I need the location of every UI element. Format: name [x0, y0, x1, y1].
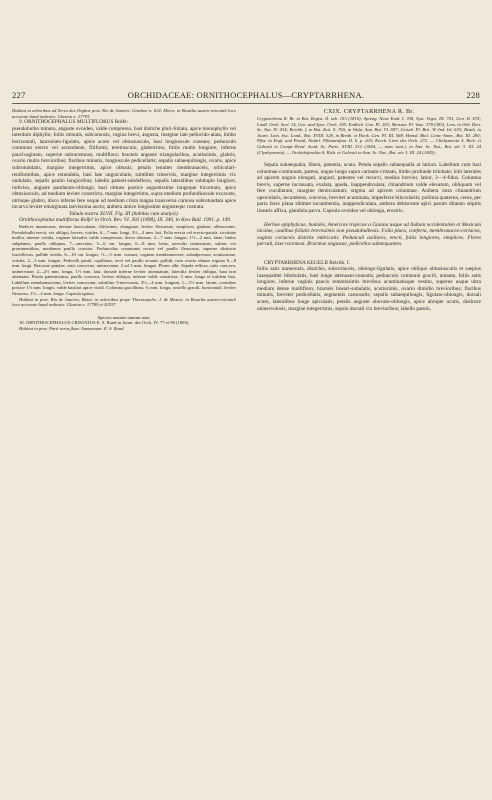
genus-heading: CXIX. CRYPTARRHENA R. Br. — [323, 108, 415, 115]
page-number-right: 228 — [466, 90, 480, 100]
genus-habit: Herbae epiphyticae, humiles, Americae tropicae a Guiana usque ad Indiam occidentalem et Mexicum incolae, caulibus foliatis brevissimis non pseudobulbosis. Folia plura, conferta, membranaceo-coriacea, vaginis coriaceis distiche imbricatis. Pedunculi axillares, erecti, foliis longiores, simplices. Flores parvuli, laxe racemosi. Bracteae angustae, pedicellos subaequantes. — [257, 221, 481, 248]
species-heading-kegelii: CRYPTARRHENA KEGELII Reichb. f. — [264, 259, 350, 266]
species-diagnosis-kegelii: foliis satis numerosis, distichis, subcoriaceis, oblongo-ligulatis, apice obliquo obtusiusculis et saepius inaequaliter bilobulatis, basi longe attenuato-cuneatis; pedunculo communi gracili, nutante, foliis satis longiore, inferne vaginis paucis remotissimis brevibus acuminatisque vestito, superne usque ultra medium dense multifloro; bracteis lineari-subulatis, acutissimis, ovario dimidio brevioribus; floribus minutis, breviter pedicellatis, segmentis carnosulis; sepalis subaequilongis, ligulato-oblongis, dorsali acuto, lateralibus longe apiculatis; petalis anguste obovato-oblongis, apice abrupte acutis, distincte uninervulosis, margine integerrimis, sepalo dorsali vix brevioribus; labello patulo, — [257, 266, 481, 312]
running-title: ORCHIDACEAE: ORNITHOCEPHALUS—CRYPTARRHENA. — [127, 90, 365, 100]
habitat-paragraph-2: Habitat in prov. Rio de Janeiro; Binot; in arboribus prope Theresopolis: J. de Moura; in Brasilia austro-orientali loco accurato haud indicato: Glaziou n. 17789 et 20537. — [12, 296, 236, 308]
genus-bibliography: Cryptarrhena R. Br. in Bot. Regist. II. tab. 153 (1816); Spreng. Neue Entd. I. 338, Syst. Veget. III. 741, Gen. II. 674; Lindl. Orch. Scel. 14, Gen. and Spec. Orch. 195; Endlich. Gen. Pl. 203; Meisner. Pl. Vasc. 378 (383); Lem. in Orb. Dict. Sc. Nat. IV. 434; Reichb. f. in Bot. Zeit. X. 765, in Walp. Ann. Bot. VI. 697; Griseb. Fl. Brit. W.-Ind. Isl. 633; Benth. in Journ. Linn. Soc. Lond., Bot. XVIII. 329, in Benth. et Hook. Gen. Pl. III. 568; Hemsl. Biol. Centr.-Amer., Bot. III. 290; Pfitz. in Engl. und Prantl, Natürl. Pflanzenfam. II. 6. p. 203; Kerch. Livre des Orch. 272. — Clinhymenia A. Rich. et Galeotti in Compt.-Rend. Acad. Sc. Paris. XVIII. 512 (1844, — nom. tant.), in Ann. Sc. Nat., Bot. sér. 3. III. 24 (Clynhymenia). — Orchidofunckia A. Rich. et Galeotti in Ann. Sc. Nat., Bot. sér. 3. III. 24 (1845). — [257, 116, 481, 155]
plate-reference: Tabula nostra XLVII. Fig. III (habitus cum analysi). — [69, 210, 179, 217]
running-header — [12, 90, 480, 102]
habitat-paragraph-3: Habitat in prov. Pará verus flum. Amazonum: E. S. Rand. — [19, 326, 125, 332]
left-column — [12, 108, 236, 763]
header-rule — [12, 103, 480, 104]
genus-description: Sepala subaequalia, libera, patentia, acuta. Petala sepalis subaequalia at latiora. Labellum cum basi columnae continuum, patens, ungue longo supra carinato-cristato, limbo profunde trilobato; lobi laterales ad apicem unguis elongati, angusti, patentes vel recurvi, medius brevior, latior, 2—4-fidus. Columna brevis, superne incrassata, exalata, apoda, inappendiculata; clinandrium valde elevatum, obliquum vel fere cucullatum, margine denticulatum; stigma ad apicem columnae. Anthera intra clinandrium opercularis, incumbens, convexa, breviter acuminata, imperfecte biloculariis; pollinia quaterna, cerea, per paria facie plana sibimet incumbentia, inappendiculata, anthera dehiscente apici parum dilatato stipitis linearis affixa, glandula parva. Capsula ovoidea vel oblonga, erostris. — [257, 162, 481, 214]
species-description: Radices numerosae, densae fasciculatae, filiformes, elongatae, leviter flexuosae, simplices, glabrae, albescentes. Pseudobulbi erecti, vix obliqui, laeves, virides, 6—7 mm. longi, 3½—4 mm. lati. Folia erecta vel erecto-patula, sicciitate mollia, intense viridia, vaginae laterales valde compressae, dorso obtusae, 4—7 mm. longae, 1½—2 mm. latae; limbo subplanus, paullo obliquus, 7—nervatus, 3—6 cm. longus, 6—8 mm. latus, nervulis tenuissimis, subtus vix prominentibus, medianus paullo crassior. Pedunculus communis rectus vel paullo flexuosus, superne distincte fractiflexus, pallide viridis, 6—10 cm. longus, ½—⅓ mm. crassus; vaginae membranaceae, subadpressae, acutissimae, virides, 2—3 mm. longae. Pedicelli patuli, capillares, recti vel paullo arcuati, pallidi, cum ovario obtuse trigono 6—8 mm. longi. Bracteae patulae, satis concavae, uninervatae, 2 ad 3 mm. longae. Flores albi. Sepala reflexa, satis concava, uninervatae, 2—2½ mm. longa, 1½ mm. lata, dorsale inferne leviter attenuatum, lateralia leviter obliqua, basi non attenuata. Petala patentissima, paullo concava, leviter obliqua, inferne valde constricta, 3 mm. longa et totidem lata. Labellum membranaceum, leviter concavum, subtiliter 5-nervosum, 3½—4 mm. longum, 1—1½ mm. latum, cornubus postice 1½ mm. longis, valde basilari apice viridi. Columna gracillima, ¾ mm. longa, rostello gracili, horizontali, leviter flexuoso, 1½—2 mm. longo. Capsula ignota. — [12, 223, 236, 297]
right-column — [257, 108, 481, 763]
species-note: Species nomine tantum nota. — [97, 314, 151, 320]
species-heading-10: 10. ORNITHOCEPHALUS CRISTATUS E. S. Rand in Journ. des Orch. IV. 77 et 90 (1893). — [19, 320, 190, 326]
synonymy: Ornithocephalus multiflorus Rolfe! in Orch. Rev. VI. 302 (1898), IX. 340, in Kew Bull. 1901. p. 149. — [19, 217, 232, 224]
species-diagnosis: pseudobulbo minuto, anguste ovoideo, valde compresso, basi distiche pluri-foliato, apice monophyllo vel interdum diphyllo; foliis minutis, subcarnosis, vagina brevi, angusta, margine late pellucido-alata, limbo horizontali, lanceolato-ligulato, apice acuto vel obtusiusculo, basi longiuscule cuneato; pedunculo communi erecto vel ascendente, filiformi, teretiusculo, glaberrimo, foliis multo longiore, inferne paucivaginato, superne subracemoso, multifloro; bracteis anguste triangularibus, acutissimis, glabris, ovario multo brevioribus; floribus minutis, longiuscule pedicellatis; sepalis subaequilongis, ovatis, apice subrotundatis, margine integerrimis, apice obtusis; petalis tenuiter membranaceis, orbiculari-reniformibus, apice rotundatis, basi late unguiculatis, subtiliter trinerviis, margine integerrimis vix undulatis, sepalis paullo longioribus; labello patenti-subdeflexo, sepalis lateralibus subduplo longiore, indiviso, anguste pandurato-oblongo, basi obtuso postice angustissime longeque bicornuto, apice obtusiusculo, ad medium leviter constricto, margine integerrimo, supra medium profundiuscule excavato, utrinque glabro, disco inferne fere usque ad medium crista magna transversa carnosa subrotundata apice incurva leviter emarginata laevissima aucto; anthera antice longissime angustequc rostrata. — [12, 125, 236, 211]
page-number-left: 227 — [12, 90, 26, 100]
species-heading: 9. ORNITHOCEPHALUS MULTIFLORUS Rolfe: — [19, 119, 128, 126]
habitat-paragraph: Habitat in arboribus ad Serra dos Orgãos prov. Rio de Janeiro: Gardner n. 632, Miers; in Brasilia austro-orientali loco accurato haud indicato: Glaziou n. 17793. — [12, 108, 236, 119]
